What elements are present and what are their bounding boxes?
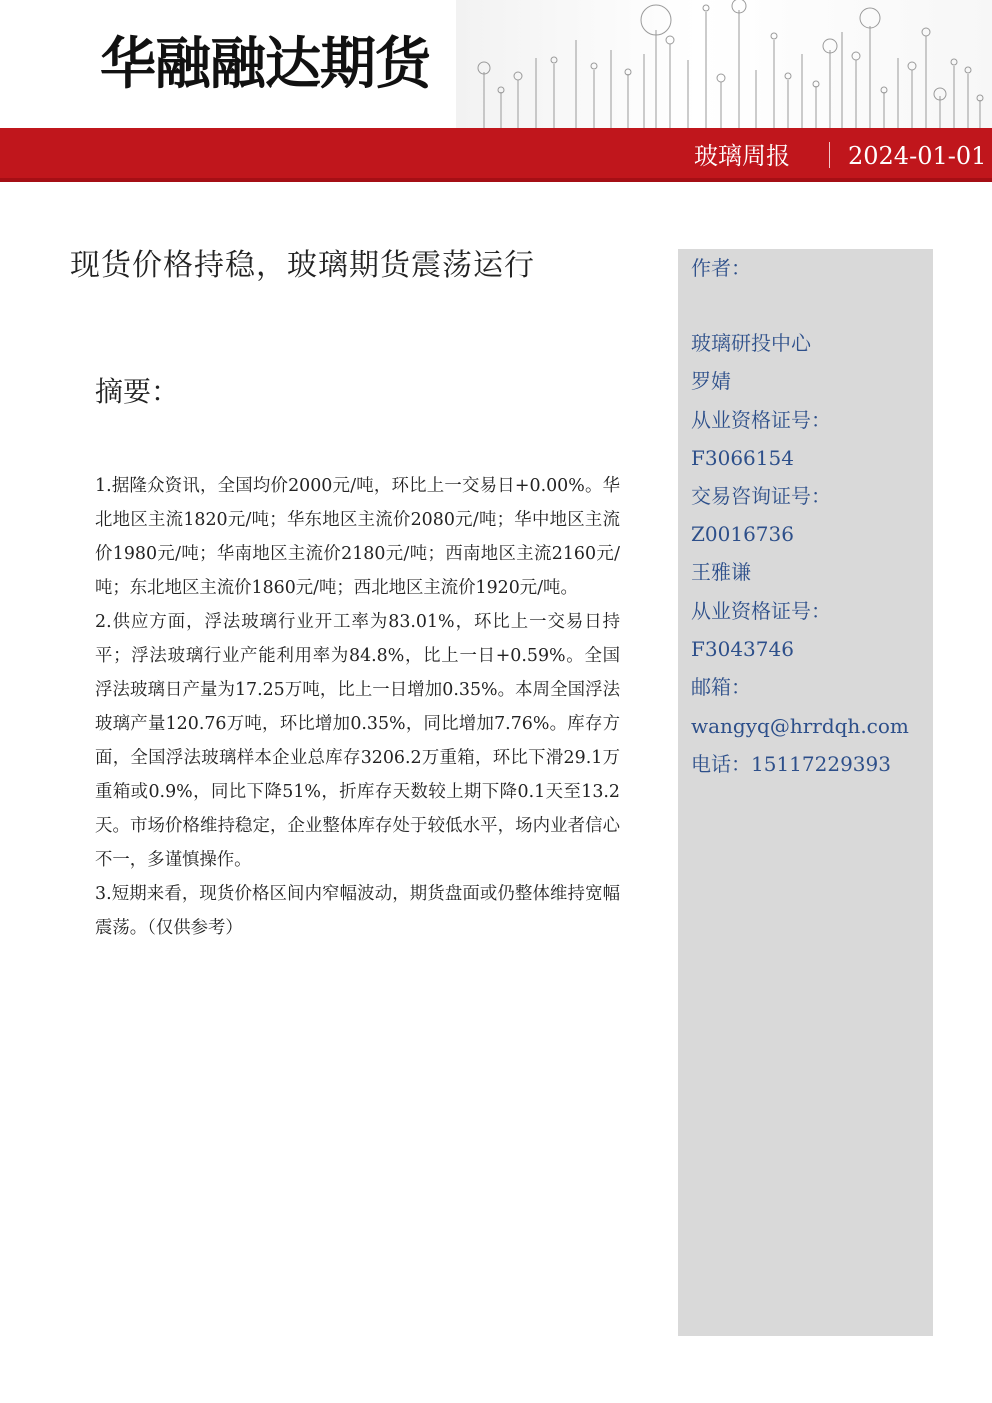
summary-paragraph-2: 2.供应方面，浮法玻璃行业开工率为83.01%，环比上一交易日持平；浮法玻璃行业产能利用率为84.8%，比上一日+0.59%。全国浮法玻璃日产量为17.25万吨，比上一日增加0.35%。本周全国浮法玻璃产量120.76万吨，环比增加0.35%，同比增加7.76%。库存方面，全国浮法玻璃样本企业总库存3206.2万重箱，环比下滑29.1万重箱或0.9%，同比下降51%，折库存天数较上期下降0.1天至13.2天。市场价格维持稳定，企业整体库存处于较低水平，场内业者信心不一，多谨慎操作。 <box>95 612 620 870</box>
email-label: 邮箱： <box>691 675 751 699</box>
author-2-name: 王雅谦 <box>691 560 751 584</box>
report-headline: 现货价格持稳，玻璃期货震荡运行 <box>70 248 535 283</box>
summary-paragraph-3: 3.短期来看，现货价格区间内窄幅波动，期货盘面或仍整体维持宽幅震荡。（仅供参考） <box>95 884 620 938</box>
summary-paragraph-1: 1.据隆众资讯，全国均价2000元/吨，环比上一交易日+0.00%。华北地区主流1820元/吨；华东地区主流价2080元/吨；华中地区主流价1980元/吨；华南地区主流价2180元/吨；西南地区主流2160元/吨；东北地区主流价1860元/吨；西北地区主流价1920元/吨。 <box>95 476 620 598</box>
department-name: 玻璃研投中心 <box>691 331 811 355</box>
header-decoration <box>456 0 992 128</box>
author-1-name: 罗婧 <box>691 369 731 393</box>
author-1-consulting-number: Z0016736 <box>691 522 794 546</box>
author-label: 作者： <box>691 256 751 280</box>
summary-heading: 摘要： <box>95 375 180 408</box>
header-divider <box>829 142 830 168</box>
dandelion-pattern-graphic <box>456 0 992 128</box>
report-date: 2024-01-01 <box>848 142 987 170</box>
report-type-label: 玻璃周报 <box>694 142 790 170</box>
summary-body <box>95 469 620 945</box>
author-2-qualification-number: F3043746 <box>691 637 794 661</box>
header-band <box>0 128 992 182</box>
author-1-qualification-label: 从业资格证号： <box>691 408 831 432</box>
company-logo: 华融融达期货 <box>100 32 430 97</box>
author-1-consulting-label: 交易咨询证号： <box>691 484 831 508</box>
author-2-qualification-label: 从业资格证号： <box>691 599 831 623</box>
author-1-qualification-number: F3066154 <box>691 446 794 470</box>
email-address[interactable]: wangyq@hrrdqh.com <box>691 714 909 738</box>
phone-number: 电话：15117229393 <box>691 752 891 776</box>
